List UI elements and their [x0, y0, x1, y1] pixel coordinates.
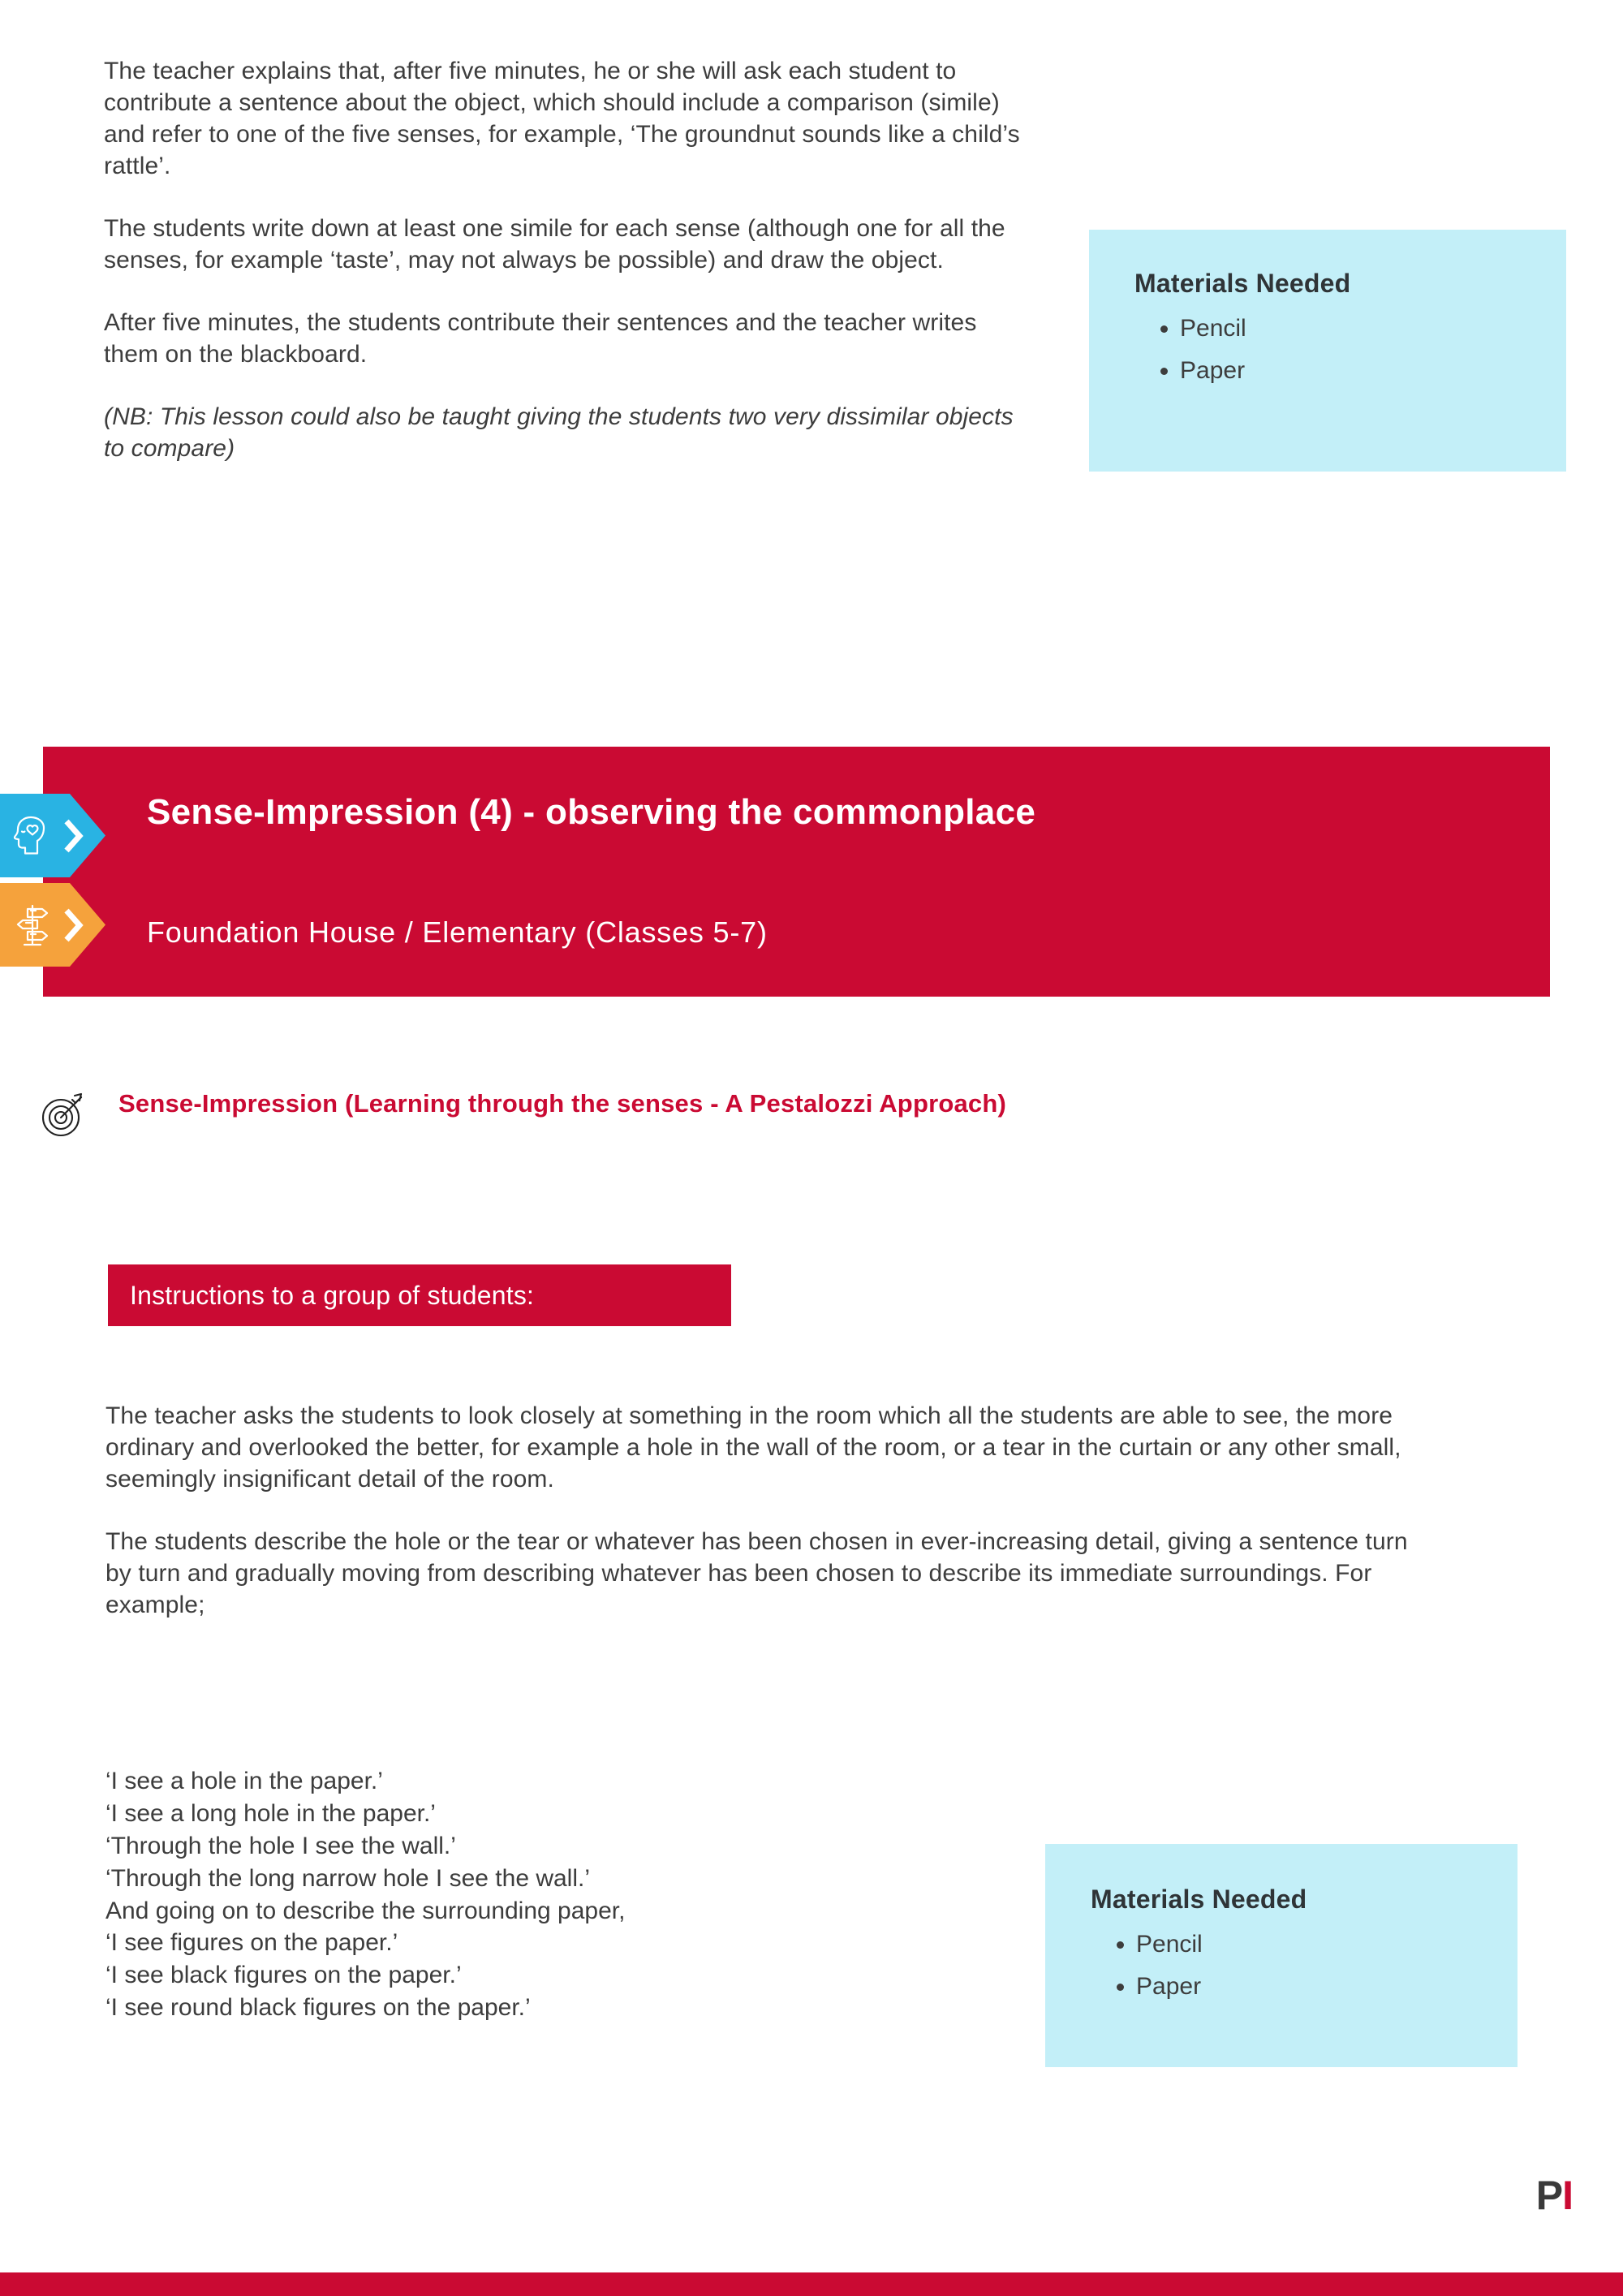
- materials-needed-box: [1089, 230, 1566, 472]
- chevron-right-icon: [63, 818, 84, 854]
- materials-needed-list: [1091, 1932, 1518, 1999]
- logo-letter-p: P: [1535, 2173, 1563, 2218]
- materials-needed-title: Materials Needed: [1091, 1885, 1307, 1914]
- instructions-label-text: Instructions to a group of students:: [130, 1280, 535, 1310]
- instructions-label: [108, 1264, 731, 1326]
- list-item: ‘Through the long narrow hole I see the wall.’: [105, 1864, 591, 1892]
- lesson-title-banner: [43, 747, 1550, 997]
- banner-subtitle: Foundation House / Elementary (Classes 5-7): [147, 915, 768, 949]
- example-sentence-list: [105, 1765, 998, 2024]
- list-item: ‘I see black figures on the paper.’: [105, 1962, 462, 1989]
- list-item: ‘I see a long hole in the paper.’: [105, 1799, 436, 1827]
- paragraph: The students write down at least one simile for each sense (although one for all the senses, for example ‘taste’, may not always be possible) and draw the object.: [104, 215, 1005, 274]
- top-content-section: [0, 0, 1623, 730]
- banner-title: Sense-Impression (4) - observing the commonplace: [147, 792, 1036, 832]
- objective-text: Sense-Impression (Learning through the senses - A Pestalozzi Approach): [118, 1089, 1007, 1118]
- paragraph: The teacher asks the students to look closely at something in the room which all the students are able to see, the more ordinary and overlooked the better, for example a hole in the wall of the room, or a tear in the curtain or any other small, seemingly insignificant detail of the room.: [105, 1402, 1401, 1493]
- footer-bar: [0, 2272, 1623, 2296]
- paragraph: The teacher explains that, after five minutes, he or she will ask each student to contribute a sentence about the object, which should include a comparison (simile) and refer to one of the five senses, for example, ‘The groundnut sounds like a child’s rattle’.: [104, 58, 1020, 179]
- paragraph: After five minutes, the students contribute their sentences and the teacher writes them on the blackboard.: [104, 309, 977, 368]
- chevron-right-icon: [63, 907, 84, 943]
- list-item: ‘I see round black figures on the paper.’: [105, 1994, 531, 2022]
- paragraph: The students describe the hole or the tear or whatever has been chosen in ever-increasing detail, giving a sentence turn by turn and gradually moving from describing whatever has been chosen to describe its immediate surroundings. For example;: [105, 1528, 1408, 1618]
- materials-needed-list: [1134, 317, 1566, 383]
- top-text-column: [104, 55, 1021, 495]
- list-item: ‘Through the hole I see the wall.’: [105, 1832, 456, 1859]
- list-item: • Paper: [1136, 1975, 1518, 1999]
- list-item: • Pencil: [1180, 317, 1566, 341]
- list-item: ‘I see figures on the paper.’: [105, 1929, 398, 1957]
- head-with-heart-icon: [8, 812, 57, 860]
- target-with-arrow-icon: [39, 1089, 89, 1139]
- pestalozzi-logo: [1536, 2175, 1573, 2216]
- list-item: • Pencil: [1136, 1932, 1518, 1957]
- logo-letter-i: I: [1562, 2173, 1573, 2218]
- objective-heading-block: [39, 1086, 1216, 1139]
- signpost-icon: [8, 901, 57, 950]
- list-item: • Paper: [1180, 359, 1566, 383]
- list-item: ‘I see a hole in the paper.’: [105, 1768, 383, 1794]
- list-item: And going on to describe the surrounding paper,: [105, 1897, 626, 1924]
- note-paragraph: (NB: This lesson could also be taught giving the students two very dissimilar objects to compare): [104, 403, 1014, 462]
- materials-needed-title: Materials Needed: [1134, 269, 1351, 298]
- materials-needed-box: [1045, 1844, 1518, 2067]
- lower-text-column: [105, 1400, 1420, 1652]
